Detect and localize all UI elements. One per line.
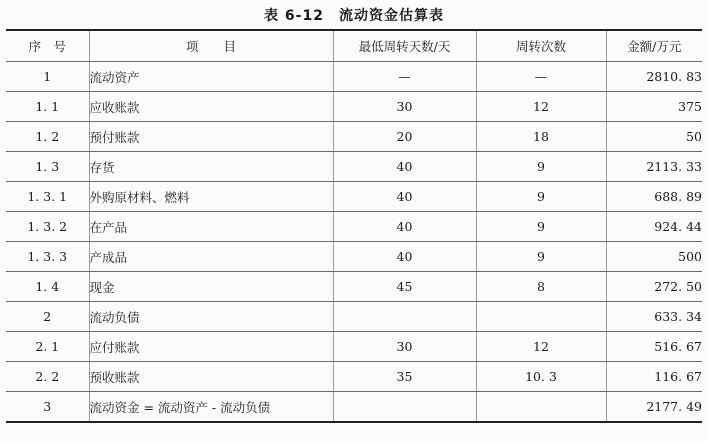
- cell-amount: 688. 89: [606, 182, 702, 212]
- cell-turns: 9: [476, 212, 606, 242]
- table-row: [6, 362, 702, 392]
- cell-item: 外购原材料、燃料: [89, 182, 333, 212]
- cell-days: 30: [333, 332, 476, 362]
- table-row: [6, 182, 702, 212]
- cell-item: 流动资金 = 流动资产 - 流动负债: [89, 392, 333, 423]
- cell-amount: 2810. 83: [606, 62, 702, 92]
- cell-item: 流动资产: [89, 62, 333, 92]
- cell-seq: 2: [6, 302, 89, 332]
- cell-item: 预收账款: [89, 362, 333, 392]
- cell-turns: 12: [476, 92, 606, 122]
- cell-days: 40: [333, 152, 476, 182]
- cell-amount: 2177. 49: [606, 392, 702, 423]
- cell-seq: 2. 2: [6, 362, 89, 392]
- header-days: 最低周转天数/天: [333, 30, 476, 62]
- cell-days: 20: [333, 122, 476, 152]
- table-body: [6, 62, 702, 423]
- cell-turns: 10. 3: [476, 362, 606, 392]
- cell-amount: 500: [606, 242, 702, 272]
- table-header-row: [6, 30, 702, 62]
- cell-item: 应收账款: [89, 92, 333, 122]
- cell-seq: 1. 3. 1: [6, 182, 89, 212]
- working-capital-table: [6, 29, 702, 423]
- table-row: [6, 212, 702, 242]
- table-row: [6, 122, 702, 152]
- table-row: [6, 272, 702, 302]
- cell-amount: 516. 67: [606, 332, 702, 362]
- cell-days: 45: [333, 272, 476, 302]
- table-row: [6, 392, 702, 423]
- header-turns: 周转次数: [476, 30, 606, 62]
- cell-item: 产成品: [89, 242, 333, 272]
- cell-days: [333, 392, 476, 423]
- cell-days: —: [333, 62, 476, 92]
- cell-turns: 9: [476, 242, 606, 272]
- cell-days: 30: [333, 92, 476, 122]
- header-item: 项 目: [89, 30, 333, 62]
- cell-amount: 2113. 33: [606, 152, 702, 182]
- table-title: 表 6-12 流动资金估算表: [264, 8, 444, 24]
- cell-turns: 12: [476, 332, 606, 362]
- cell-turns: [476, 392, 606, 423]
- cell-seq: 1. 1: [6, 92, 89, 122]
- cell-amount: 116. 67: [606, 362, 702, 392]
- cell-amount: 924. 44: [606, 212, 702, 242]
- cell-seq: 1. 2: [6, 122, 89, 152]
- cell-seq: 1. 3. 2: [6, 212, 89, 242]
- cell-amount: 375: [606, 92, 702, 122]
- cell-seq: 1. 3. 3: [6, 242, 89, 272]
- table-row: [6, 332, 702, 362]
- cell-item: 现金: [89, 272, 333, 302]
- cell-turns: 9: [476, 182, 606, 212]
- cell-days: 40: [333, 212, 476, 242]
- table-row: [6, 152, 702, 182]
- cell-days: 40: [333, 182, 476, 212]
- cell-seq: 1. 3: [6, 152, 89, 182]
- cell-turns: —: [476, 62, 606, 92]
- cell-item: 流动负债: [89, 302, 333, 332]
- table-row: [6, 242, 702, 272]
- table-row: [6, 92, 702, 122]
- cell-item: 预付账款: [89, 122, 333, 152]
- cell-seq: 3: [6, 392, 89, 423]
- cell-item: 应付账款: [89, 332, 333, 362]
- header-amount: 金额/万元: [606, 30, 702, 62]
- cell-days: 35: [333, 362, 476, 392]
- cell-item: 存货: [89, 152, 333, 182]
- cell-turns: 18: [476, 122, 606, 152]
- cell-amount: 272. 50: [606, 272, 702, 302]
- cell-amount: 633. 34: [606, 302, 702, 332]
- cell-item: 在产品: [89, 212, 333, 242]
- cell-days: 40: [333, 242, 476, 272]
- table-row: [6, 302, 702, 332]
- cell-turns: [476, 302, 606, 332]
- cell-amount: 50: [606, 122, 702, 152]
- cell-turns: 9: [476, 152, 606, 182]
- cell-turns: 8: [476, 272, 606, 302]
- table-row: [6, 62, 702, 92]
- cell-seq: 2. 1: [6, 332, 89, 362]
- header-seq: 序 号: [6, 30, 89, 62]
- cell-days: [333, 302, 476, 332]
- cell-seq: 1: [6, 62, 89, 92]
- cell-seq: 1. 4: [6, 272, 89, 302]
